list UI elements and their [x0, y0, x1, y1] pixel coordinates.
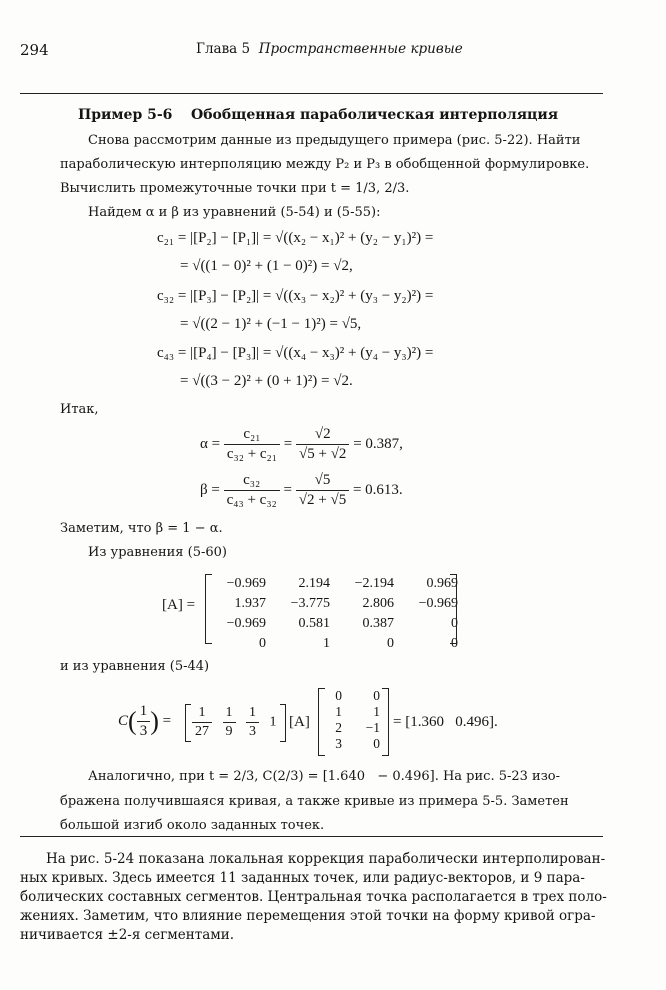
alpha-frac-1 — [224, 427, 280, 462]
itak-label: Итак, — [60, 402, 99, 417]
points-cell: −1 — [365, 720, 380, 736]
matrix-a-cell: 2.806 — [362, 596, 394, 611]
matrix-a-cell: −0.969 — [226, 616, 266, 631]
c-arg-frac — [137, 704, 151, 739]
points-cell: 2 — [335, 720, 342, 736]
points-cell: 0 — [373, 688, 380, 704]
matrix-a-cell: −3.775 — [290, 596, 330, 611]
matrix-a-cell: 0 — [387, 636, 394, 651]
chord-eq-c21: c₂₁ = |[P₂] − [P₁]| = √((x₂ − x₁)² + (y₂ − y₁)²) = — [157, 230, 434, 246]
c-one-third-lhs: C( $\frac{1}{3}$ ) = — [118, 703, 172, 739]
t-vector-num: 1 — [192, 706, 212, 723]
body-line-2: ных кривых. Здесь имеется 11 заданных точек, или радиус-векторов, и 9 пара- — [20, 870, 585, 886]
beta-frac-2 — [296, 473, 349, 508]
matrix-a — [210, 574, 466, 654]
note-beta: Заметим, что β = 1 − α. — [60, 521, 223, 536]
beta-lhs: β = — [200, 482, 220, 498]
t-vector-num: 1 — [223, 706, 236, 723]
points-row — [322, 688, 388, 704]
matrix-a-symbol: [A] — [289, 714, 310, 730]
points-cell: 0 — [373, 736, 380, 752]
find-line: Найдем α и β из уравнений (5-54) и (5-55): — [88, 205, 381, 220]
chapter-label: Глава 5 — [196, 41, 251, 57]
example-label: Пример 5-6 — [78, 107, 173, 123]
chord-eq-c32: c₃₂ = |[P₃] − [P₂]| = √((x₃ − x₂)² + (y₃ − y₂)²) = — [157, 288, 434, 304]
alpha-den-2: √5 + √2 — [299, 446, 347, 462]
matrix-a-cell: 2.194 — [298, 576, 330, 591]
from-eq-5-60: Из уравнения (5-60) — [88, 545, 227, 560]
points-row — [322, 704, 388, 720]
points-cell: 1 — [335, 704, 342, 720]
c-one-third-result: = [1.360 0.496]. — [393, 714, 498, 730]
points-right-bracket — [382, 688, 389, 756]
matrix-a-row — [210, 634, 466, 654]
chord-eq-c43: c₄₃ = |[P₄] − [P₃]| = √((x₄ − x₃)² + (y₄ − y₃)²) = — [157, 345, 434, 361]
matrix-a-cell: −2.194 — [354, 576, 394, 591]
t-vector-num: 1 — [246, 706, 259, 723]
example-end-rule — [20, 836, 603, 837]
beta-den-2: √2 + √5 — [298, 492, 347, 508]
alpha-result: = 0.387, — [353, 436, 403, 452]
beta-frac-1 — [224, 473, 280, 508]
matrix-a-cell: 0 — [451, 616, 458, 631]
matrix-a-cell: 0 — [451, 636, 458, 651]
body-line-4: жениях. Заметим, что влияние перемещения этой точки на форму кривой огра- — [20, 908, 596, 924]
points-matrix — [322, 688, 388, 752]
t-vector-den: 27 — [195, 724, 209, 739]
matrix-a-cell: 0.581 — [298, 616, 330, 631]
t-vector-frac — [223, 706, 236, 739]
points-row — [322, 736, 388, 752]
matrix-a-row — [210, 614, 466, 634]
alpha-num-2: √2 — [296, 427, 349, 445]
t-vector-den: 3 — [249, 724, 256, 739]
body-line-1: На рис. 5-24 показана локальная коррекция параболически интерполирован- — [46, 851, 606, 867]
beta-num-2: √5 — [296, 473, 349, 491]
example-title: Обобщенная параболическая интерполяция — [191, 107, 559, 123]
matrix-a-cell: −0.969 — [226, 576, 266, 591]
points-row — [322, 720, 388, 736]
t-vector-one: 1 — [269, 714, 277, 730]
beta-eq: = — [283, 482, 293, 498]
running-head — [196, 43, 463, 57]
c-arg-num: 1 — [137, 704, 151, 722]
c-symbol: C — [118, 713, 129, 729]
alpha-frac-2 — [296, 427, 349, 462]
alpha-lhs: α = — [200, 436, 221, 452]
intro-line-1: Снова рассмотрим данные из предыдущего примера (рис. 5-22). Найти — [88, 133, 581, 148]
c-eq-sign: = — [162, 713, 172, 729]
chord-eq-c21-value: = √((1 − 0)² + (1 − 0)²) = √2, — [180, 258, 353, 274]
analog-line-3: большой изгиб около заданных точек. — [60, 818, 325, 833]
alpha-den-1: c₃₂ + c₂₁ — [226, 446, 278, 462]
alpha-eq: = — [283, 436, 293, 452]
t-vector-den: 9 — [225, 724, 233, 739]
beta-result: = 0.613. — [352, 482, 403, 498]
t-vector-frac — [246, 706, 259, 739]
beta-num-1: c₃₂ — [224, 473, 280, 491]
matrix-a-cell: 0 — [259, 636, 266, 651]
alpha-num-1: c₂₁ — [224, 427, 280, 445]
chord-eq-c43-value: = √((3 − 2)² + (0 + 1)²) = √2. — [180, 373, 353, 389]
t-vector-left-bracket — [185, 704, 191, 742]
points-cell: 3 — [335, 736, 342, 752]
matrix-a-label: [A] = — [162, 597, 196, 613]
body-line-3: болических составных сегментов. Центральная точка располагается в трех поло- — [20, 889, 607, 905]
matrix-a-cell: 1 — [323, 636, 330, 651]
page-number: 294 — [20, 41, 49, 59]
analog-line-2: бражена получившаяся кривая, а также кривые из примера 5-5. Заметен — [60, 794, 569, 809]
matrix-a-cell: −0.969 — [418, 596, 458, 611]
body-line-5: ничивается ±2-я сегментами. — [20, 927, 235, 943]
matrix-a-cell: 1.937 — [234, 596, 266, 611]
points-cell: 1 — [373, 704, 380, 720]
chord-eq-c32-value: = √((2 − 1)² + (−1 − 1)²) = √5, — [180, 316, 362, 332]
beta-den-1: c₄₃ + c₃₂ — [226, 492, 277, 508]
t-vector — [192, 706, 277, 739]
points-cell: 0 — [335, 688, 342, 704]
alpha-equation — [200, 427, 403, 462]
matrix-a-row — [210, 594, 466, 614]
intro-line-2: параболическую интерполяцию между P₂ и P₃ в обобщенной формулировке. — [60, 157, 590, 172]
intro-line-3: Вычислить промежуточные точки при t = 1/3, 2/3. — [60, 181, 410, 196]
c-arg-den: 3 — [139, 723, 148, 739]
matrix-a-row — [210, 574, 466, 594]
header-rule — [20, 93, 603, 94]
beta-equation — [200, 473, 403, 508]
matrix-a-right-bracket — [450, 574, 457, 644]
t-vector-right-bracket — [280, 704, 286, 742]
matrix-a-cell: 0.969 — [426, 576, 458, 591]
from-eq-5-44: и из уравнения (5-44) — [60, 659, 210, 674]
analog-line-1: Аналогично, при t = 2/3, C(2/3) = [1.640 − 0.496]. На рис. 5-23 изо- — [88, 769, 561, 784]
matrix-a-cell: 0.387 — [362, 616, 394, 631]
t-vector-frac — [192, 706, 212, 739]
chapter-title: Пространственные кривые — [258, 41, 463, 57]
